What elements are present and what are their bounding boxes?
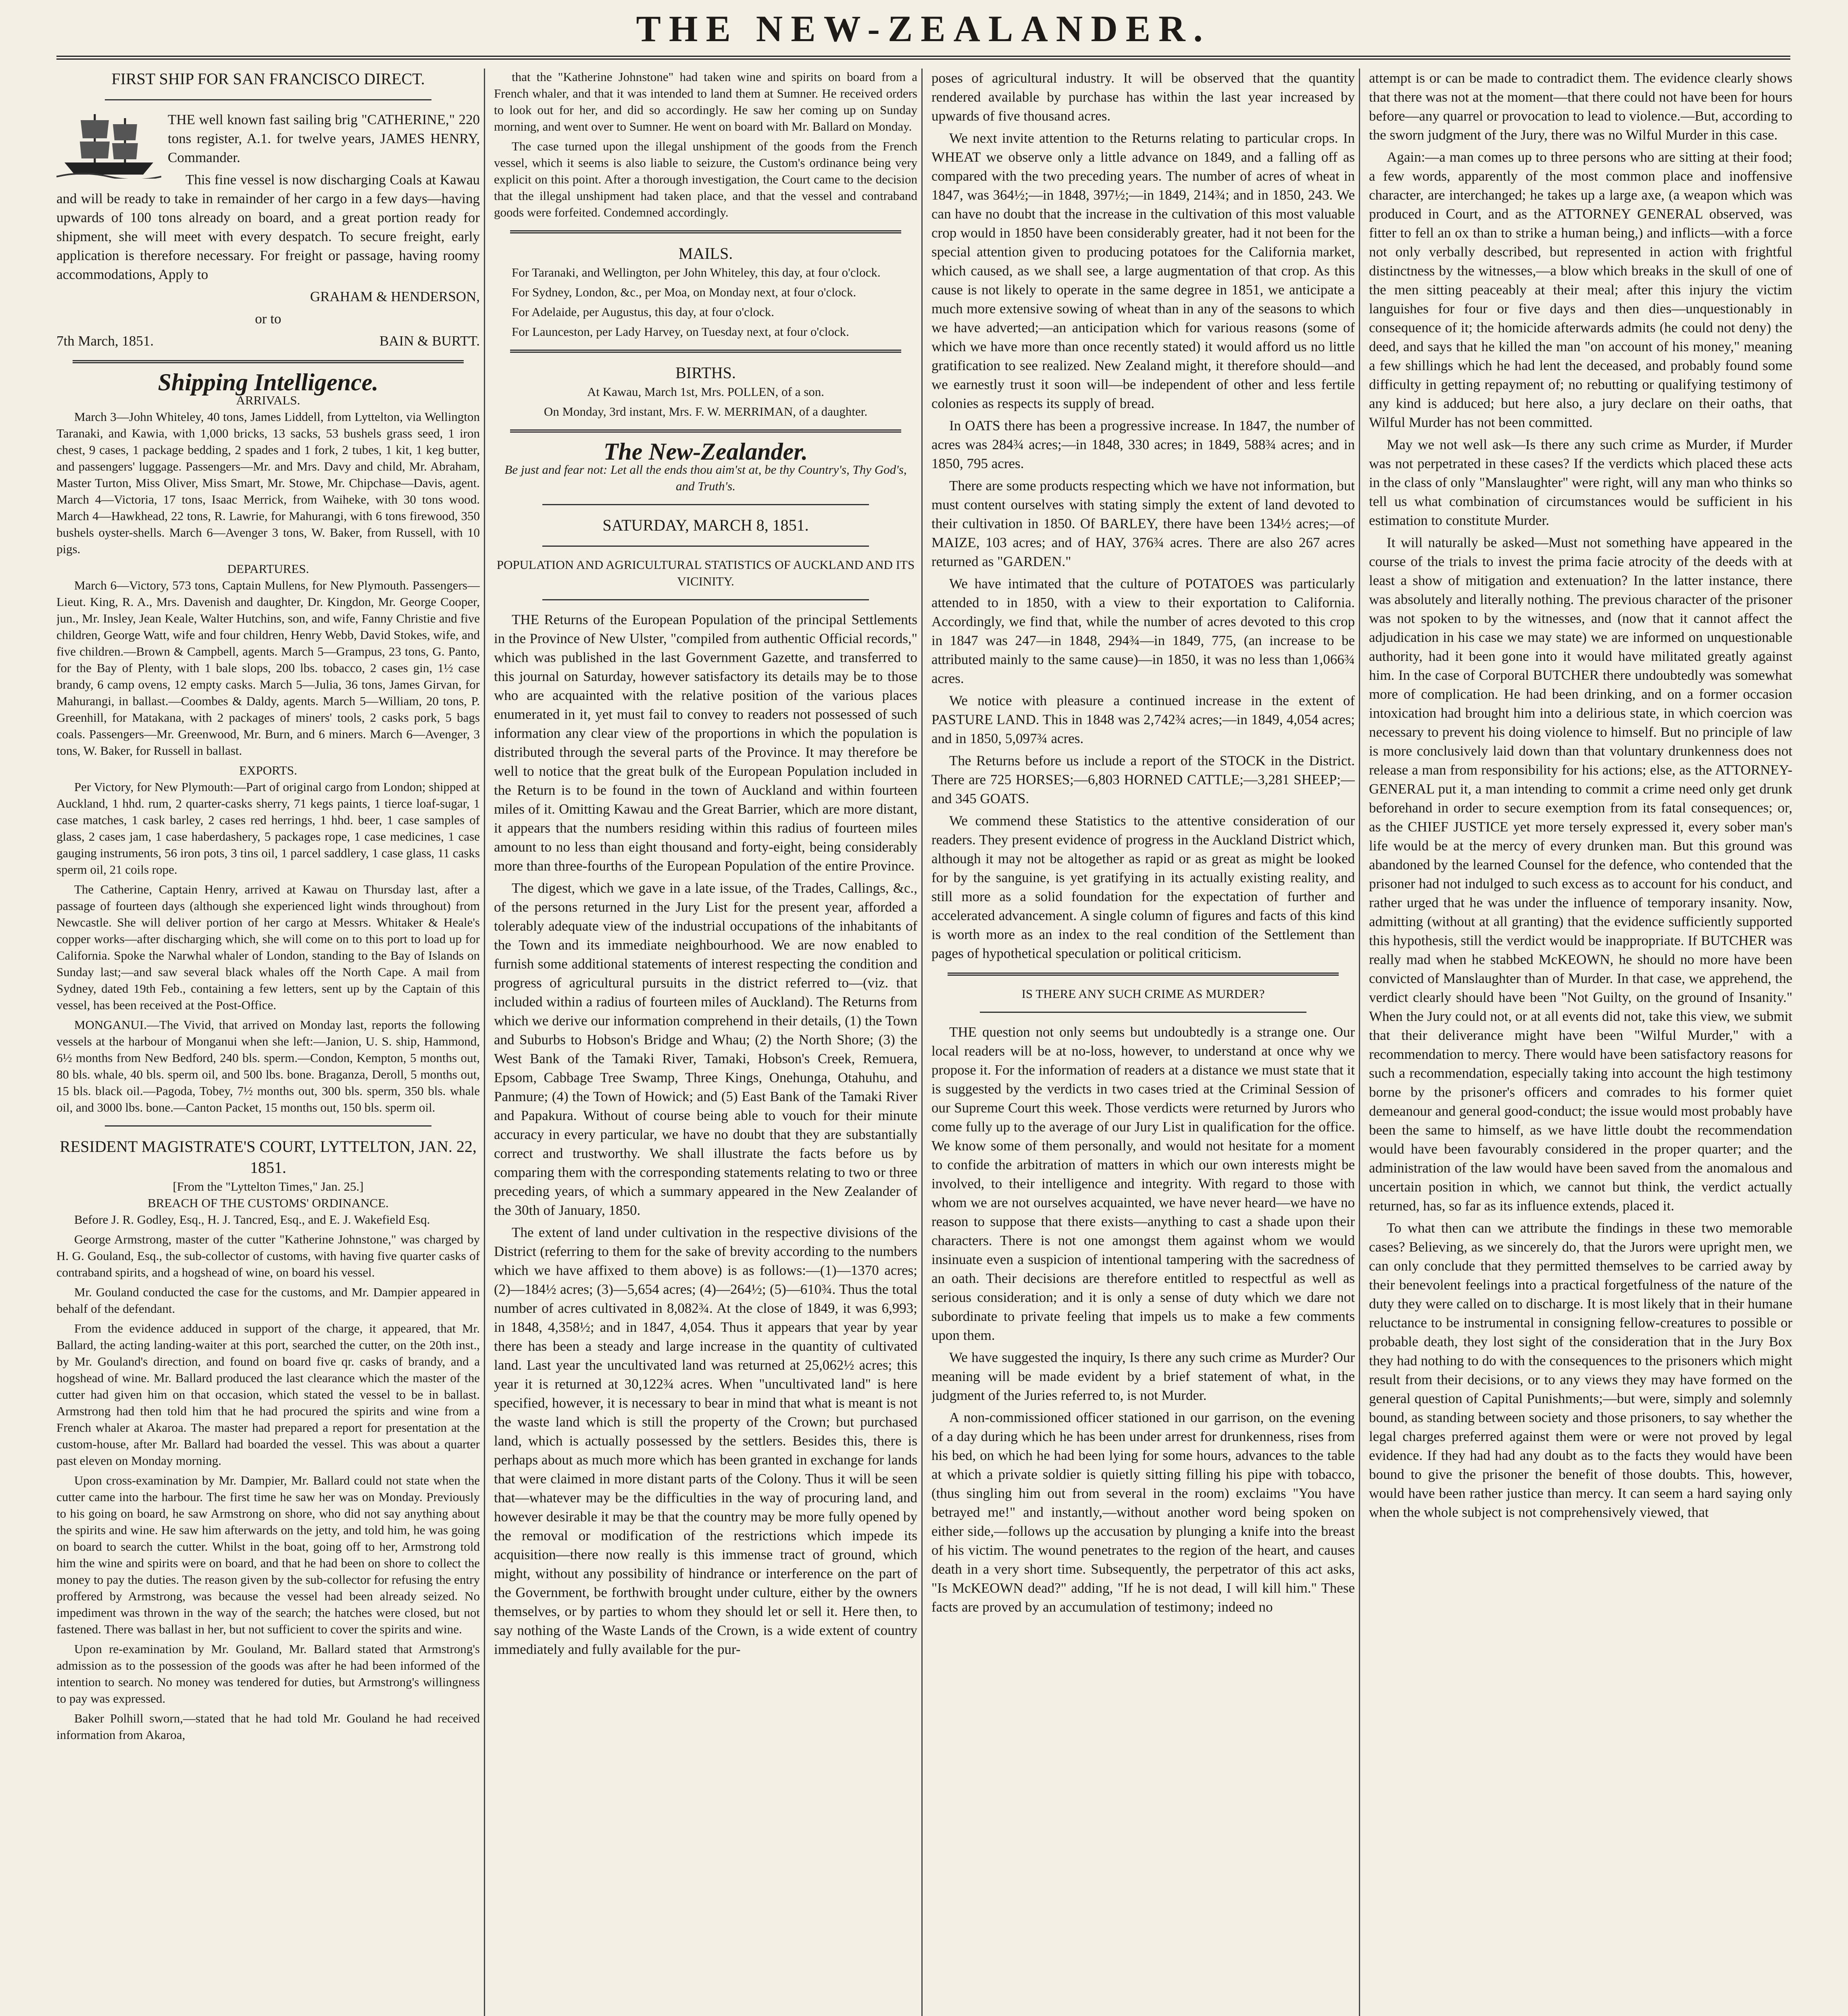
departures-text: March 6—Victory, 573 tons, Captain Mullens, for New Plymouth. Passengers—Lieut. King, R. A., Mrs. Davenish and daughter, Dr. Kingdon, Mr. George Cooper, jun., Mr. Insley, Jean Keale, Walter Hutchins, son, and wife, Fanny Christie and five children, George Watt, wife and four children, Henry Webb, David Stokes, wife, and five children.—Brown & Campbell, agents. March 5—Grampus, 23 tons, G. Panto, for the Bay of Plenty, with 1 bale slops, 200 lbs. tobacco, 2 cases gin, 1½ case brandy, 6 camp ovens, 12 empty casks. March 5—Julia, 36 tons, James Girvan, for Mahurangi, in ballast.—Coombes & Daldy, agents. March 5—William, 20 tons, P. Greenhill, for Matakana, with 2 packages of miners' tools, 2 casks pork, 5 bags coals. Passengers—Mr. Greenwood, Mr. Burn, and 6 miners. March 6—Avenger, 3 tons, W. Baker, for Russell in ballast.: [56, 578, 480, 758]
arrivals-text: March 3—John Whiteley, 40 tons, James Liddell, from Lyttelton, via Wellington Taranaki, and Kawia, with 1,000 bricks, 13 sacks, 53 bushels grass seed, 1 iron chest, 9 cases, 1 package bedding, 2 spades and 1 fork, 2 tubes, 1 kit, 1 keg butter, and passengers' luggage. Passengers—Mr. and Mrs. Davy and child, Mr. Abraham, Master Turton, Miss Oliver, Miss Smart, Mr. Stowe, Mr. Chipchase—Davis, agent. March 4—Victoria, 17 tons, Isaac Merrick, from Waiheke, with 30 tons wood. March 4—Hawkhead, 22 tons, R. Lawrie, for Mahurangi, with 6 tons firewood, 350 bushels oyster-shells. March 6—Avenger 3 tons, W. Baker, from Russell, with 10 pigs.: [56, 410, 480, 556]
mail-item: For Launceston, per Lady Harvey, on Tuesday next, at four o'clock.: [512, 325, 849, 339]
divider: [510, 429, 901, 433]
article-paragraph: We next invite attention to the Returns relating to particular crops. In WHEAT we observe only a little advance on 1849, and a falling off as compared with the two preceding years. The number of acres of wheat in 1847, was 364½;—in 1848, 397½;—in 1849, 214¾; and in 1850, 243. We can have no doubt that the increase in the cultivation of this most valuable crop would in 1850 have been considerably greater, had it not been for the special attention given to producing potatoes for the California market, which caused, as we shall see, a large augmentation of that crop. As this cause is not likely to operate in the same degree in 1851, we anticipate a much more extensive sowing of wheat than in any of the seasons to which we have adverted;—an anticipation which for various reasons (some of which we have more than once recently stated) it would afford us no little gratification to see realized. New Zealand might, it therefore should—and we earnestly trust it soon will—be independent of other and less fertile colonies as respects its supply of bread.: [931, 130, 1355, 411]
mail-item: For Adelaide, per Augustus, this day, at four o'clock.: [512, 305, 775, 319]
court-bench: Before J. R. Godley, Esq., H. J. Tancred, Esq., and E. J. Wakefield Esq.: [74, 1212, 430, 1227]
divider: [542, 599, 869, 600]
birth-item: At Kawau, March 1st, Mrs. POLLEN, of a son.: [587, 385, 825, 399]
exports-text: Per Victory, for New Plymouth:—Part of original cargo from London; shipped at Auckland, 1 hhd. rum, 2 quarter-casks sherry, 71 kegs paints, 1 tierce loaf-sugar, 1 case matches, 1 cask barley, 2 cases red herrings, 1 hhd. beer, 1 case samples of glass, 2 cases jam, 1 case haberdashery, 5 packages rope, 1 case medicines, 1 case gauging instruments, 56 iron pots, 3 tins oil, 1 parcel saddlery, 1 case glass, 11 casks sperm oil, 21 coils rope.: [56, 780, 480, 877]
mail-item: For Taranaki, and Wellington, per John Whiteley, this day, at four o'clock.: [512, 265, 881, 279]
column-2: [494, 69, 917, 2016]
column-4: [1369, 69, 1792, 2016]
monganui-news: MONGANUI.—The Vivid, that arrived on Monday last, reports the following vessels at the harbour of Monganui when she left:—Janion, U. S. ship, Hammond, 6½ months from New Bedford, 240 bls. sperm.—Condon, Kempton, 5 months out, 80 bls. whale, 40 bls. sperm oil, and 500 lbs. bone. Braganza, Deroll, 5 months out, 15 bls. black oil.—Pagoda, Tobey, 7½ months out, 300 bls. sperm, 350 bls. whale oil, and 3000 lbs. bone.—Canton Packet, 15 months out, 150 bls. sperm oil.: [56, 1018, 480, 1114]
court-paragraph: Mr. Gouland conducted the case for the customs, and Mr. Dampier appeared in behalf of the defendant.: [56, 1285, 480, 1316]
article-paragraph: The extent of land under cultivation in the respective divisions of the District (referring to them for the sake of brevity according to the numbers which we have affixed to them above) is as follows:—(1)—1370 acres; (2)—184½ acres; (3)—5,654 acres; (4)—264½; (5)—610¾. Thus the total number of acres cultivated in 8,082¾. At the close of 1849, it was 6,993; in 1848, 4,358½; and in 1847, 4,054. Thus it appears that year by year there has been a steady and large increase in the quantity of cultivated land. Last year the uncultivated land was returned at 25,062½ acres; this year it is returned at 30,122¾ acres. When "uncultivated land" is here specified, however, it is necessary to bear in mind that what is meant is not the waste land which is still the property of the Crown; but purchased land, which is actually possessed by the settlers. Besides this, there is perhaps about as much more which has been granted in exchange for lands that were claimed in more distant parts of the Colony. Thus it will be seen that—whatever may be the difficulties in the way of procuring land, and however desirable it may be that the country may be more fully opened by the removal or modification of the restrictions which impede its acquisition—there now really is this immense tract of ground, which might, without any possibility of hindrance or interference on the part of the Government, be forthwith brought under culture, either by the owners themselves, or by parties to whom they should let or sell it. Here then, to say nothing of the Waste Lands of the Crown, is a wide extent of country immediately and fully available for the pur-: [494, 1225, 917, 1657]
column-1: [56, 69, 480, 2016]
court-paragraph: Upon cross-examination by Mr. Dampier, Mr. Ballard could not state when the cutter came into the harbour. The first time he saw her was on Monday. Previously to his going on board, he saw Armstrong on shore, who did not say anything about the spirits and wine. He saw him afterwards on the jetty, and told him, he was going on board to search the cutter. Whilst in the boat, going off to her, Armstrong told him the wine and spirits were on board, and that he had been on shore to collect the money to pay the duties. The reason given by the sub-collector for refusing the entry proffered by Armstrong, was because the vessel had been already seized. No impediment was thrown in the way of the search; the hatches were closed, but not fastened. There was ballast in her, but not sufficient to cover the spirits and wine.: [56, 1473, 480, 1636]
murder-paragraph: May we not well ask—Is there any such crime as Murder, if Murder was not perpetrated in these cases? If the verdicts which placed these acts in the class of only "Manslaughter" were right, will any man who thinks so tell us what combination of circumstances would be sufficient in his estimation to constitute Murder.: [1369, 437, 1792, 528]
divider: [948, 973, 1339, 976]
arrivals-heading: ARRIVALS.: [236, 393, 300, 407]
court-paragraph: that the "Katherine Johnstone" had taken wine and spirits on board from a French whaler, and that it was intended to land them at Sumner. He received orders to look out for her, and did so accordingly. He saw her coming up on Sunday morning, and went over to Sumner. He went on board with Mr. Ballard on Monday.: [494, 70, 917, 133]
divider: [510, 230, 901, 233]
birth-item: On Monday, 3rd instant, Mrs. F. W. MERRIMAN, of a daughter.: [544, 404, 868, 419]
births-heading: BIRTHS.: [675, 364, 736, 382]
article-paragraph: We notice with pleasure a continued increase in the extent of PASTURE LAND. This in 1848 was 2,742¾ acres;—in 1849, 4,054 acres; and in 1850, 5,097¾ acres.: [931, 693, 1355, 746]
column-divider: [484, 69, 485, 2016]
murder-paragraph: Again:—a man comes up to three persons who are sitting at their food; a few words, apparently of the most common place and inoffensive character, are interchanged; he takes up a large axe, (a weapon which was produced in Court, and as the ATTORNEY GENERAL observed, was fitter to fell an ox than to strike a human being,) and inflicts—with a force not only verbally described, but represented in action with frightful distinctness by the witnesses,—a blow which breaks in the skull of one of the men sitting peaceably at their meal; after this injury the victim languishes for four or five days and then dies—unquestionably in consequence of it; the homicide afterwards admits (he could not deny) the deed, and says that he killed the man "on account of his money," meaning a few shillings which he had lent the deceased, and probably found some difficulty in getting repayment of; no rebutting or qualifying testimony of any kind is adduced; but here also, a jury declare on their oaths, that Wilful Murder has not been committed.: [1369, 149, 1792, 430]
ship-ad-title: FIRST SHIP FOR SAN FRANCISCO DIRECT.: [111, 70, 425, 88]
article-paragraph: poses of agricultural industry. It will be observed that the quantity rendered available by purchase has within the last year increased by upwards of five thousand acres.: [931, 70, 1355, 124]
mail-item: For Sydney, London, &c., per Moa, on Monday next, at four o'clock.: [512, 285, 856, 299]
murder-paragraph: To what then can we attribute the findings in these two memorable cases? Believing, as we sincerely do, that the Jurors were upright men, we can only conclude that they permitted themselves to be carried away by their benevolent feelings into a practical forgetfulness of the nature of the duty they were called on to discharge. It is most likely that in their humane reluctance to be instrumental in consigning fellow-creatures to possible or probable death, they lost sight of the consideration that in the Jury Box they had nothing to do with the consequences to the prisoners which might result from their decisions, or to any views they may have formed on the general question of Capital Punishments;—but were, simply and solemnly bound, as standing between society and those prisoners, to say whether the legal charges preferred against them were or were not proved by legal evidence. If they had had any doubt as to the facts they would have been bound to give the prisoner the benefit of those doubts. This, however, would have been rather justice than mercy. It can seem a hard saying only when the whole subject is not comprehensively viewed, that: [1369, 1220, 1792, 1520]
column-3: [931, 69, 1355, 2016]
paper-title: The New-Zealander.: [603, 438, 808, 465]
motto: Be just and fear not: Let all the ends thou aim'st at, be thy Country's, Thy God's, and Truth's.: [504, 462, 907, 493]
court-source: [From the "Lyttelton Times," Jan. 25.]: [173, 1179, 364, 1193]
article-title: POPULATION AND AGRICULTURAL STATISTICS OF AUCKLAND AND ITS VICINITY.: [496, 558, 915, 588]
column-divider: [1359, 69, 1360, 2016]
murder-paragraph: THE question not only seems but undoubtedly is a strange one. Our local readers will be at no-loss, however, to understand at once why we propose it. For the information of readers at a distance we must state that it is suggested by the verdicts in two cases tried at the Criminal Session of our Supreme Court this week. Those verdicts were returned by Jurors who come fully up to the average of our Jury List in qualification for the office. We know some of them personally, and would not hesitate for a moment to confide the arbitration of matters in which our own interests might be involved, to their intelligence and integrity. With regard to those with whom we are not ourselves acquainted, we have never heard—we have no reason to suppose that there exists—anything to cast a shade upon their characters. There is not one amongst them against whom we would insinuate even a suspicion of intentional tampering with the sacredness of an oath. Their decisions are therefore entitled to respectful as well as serious consideration; and it is only a sense of duty which we dare not subordinate to private feeling that impels us to make a few comments upon them.: [931, 1024, 1355, 1343]
court-title: RESIDENT MAGISTRATE'S COURT, LYTTELTON, JAN. 22, 1851.: [60, 1137, 477, 1177]
mails-heading: MAILS.: [678, 244, 733, 262]
ship-ad-body: This fine vessel is now discharging Coals at Kawau and will be ready to take in remainder of her cargo in a few days—having upwards of 100 tons already on board, and a great portion ready for shipment, she will meet with every despatch. To secure freight, early application is therefore necessary. For freight or passage, having roomy accommodations, Apply to: [56, 172, 480, 282]
divider: [980, 1012, 1306, 1013]
ship-ad-lead: THE well known fast sailing brig "CATHERINE," 220 tons register, A.1. for twelve years, JAMES HENRY, Commander.: [168, 112, 480, 165]
divider: [105, 1125, 431, 1127]
murder-article-title: IS THERE ANY SUCH CRIME AS MURDER?: [1021, 987, 1265, 1001]
ship-ad-or: or to: [255, 311, 281, 327]
article-paragraph: The Returns before us include a report of the STOCK in the District. There are 725 HORSES;—6,803 HORNED CATTLE;—3,281 SHEEP;—and 345 GOATS.: [931, 753, 1355, 806]
divider: [542, 546, 869, 547]
divider: [105, 99, 431, 100]
article-paragraph: We commend these Statistics to the attentive consideration of our readers. They present evidence of progress in the Auckland District which, although it may not be altogether as rapid or as great as might be looked for by the sanguine, is yet gratifying in its actually existing reality, and still more as a solid foundation for the expectation of further and accelerated advancement. A single column of figures and facts of this kind is worth more as an index to the real condition of the Settlement than pages of hypothetical speculation or political criticism.: [931, 813, 1355, 961]
ship-ad-agent: GRAHAM & HENDERSON,: [310, 289, 480, 304]
divider: [73, 360, 464, 363]
article-paragraph: In OATS there has been a progressive increase. In 1847, the number of acres was 284¾ acres;—in 1848, 330 acres; in 1849, 588¾ acres; and in 1850, 795 acres.: [931, 418, 1355, 471]
murder-paragraph: It will naturally be asked—Must not something have appeared in the course of the trials to invest the prima facie atrocity of the deeds with at least a show of mitigation and extenuation? In the latter instance, there was absolutely and literally nothing. The previous character of the prisoner was not spoken to by the witnesses, and (now that it cannot affect the adjudication in his case we may state) we are informed on unquestionable authority, had it been gone into it would have militated greatly against him. In the case of Corporal BUTCHER there undoubtedly was somewhat more of complication. He had been drinking, and on a former occasion intoxication had brought him into a delirious state, in which coercion was necessary to prevent his doing violence to himself. But no principle of law is more conclusively laid down than that voluntary drunkenness does not release a man from responsibility for his actions; else, as the ATTORNEY-GENERAL put it, a man intending to commit a crime need only get drunk beforehand in order to secure exemption from its fatal consequences; or, as the CHIEF JUSTICE yet more tersely expressed it, every sober man's life would be at the mercy of every drunken man. But this ground was abandoned by the learned Counsel for the defence, who contended that the prisoner had not indulged to such excess as to account for his conduct, and rather urged that he was under the influence of temporary insanity. Now, admitting (without at all granting) that the evidence sufficiently supported this hypothesis, still the verdict would be inappropriate. If BUTCHER was really mad when he stabbed McKEOWN, he should no more have been convicted of Manslaughter than of Murder. In that case, we apprehend, the verdict clearly should have been "Not Guilty, on the ground of Insanity." When the Jury could not, or at all events did not, take this view, we submit that their deliverance might have been "Wilful Murder," with a recommendation to mercy. There would have been satisfactory reasons for such a recommendation, especially taking into account the high testimony borne by the prisoner's officers and comrades to his former quiet demeanour and general good-conduct; the issue would most probably have been the same to himself, as we have little doubt the recommendation would have been favourably considered in the proper quarter; and the administration of the law would have been saved from the anomalous and uncertain position in which, we cannot but think, the verdict actually returned, has, so far as its influence extends, placed it.: [1369, 535, 1792, 1214]
ship-ad-date: 7th March, 1851.: [56, 333, 154, 349]
shipping-news: The Catherine, Captain Henry, arrived at Kawau on Thursday last, after a passage of fourteen days (although she experienced light winds throughout) from Newcastle. She will deliver portion of her cargo at Messrs. Whitaker & Heale's copper works—after discharging which, she will come on to this port to load up for California. Spoke the Narwhal whaler of London, standing to the Bay of Islands on Sunday last;—and saw several black whales off the North Cape. A mail from Sydney, dated 19th Feb., containing a few letters, sent up by the Captain of this vessel, has been received at the Post-Office.: [56, 882, 480, 1012]
court-paragraph: From the evidence adduced in support of the charge, it appeared, that Mr. Ballard, the acting landing-waiter at this port, searched the cutter, on the 20th inst., by Mr. Gouland's direction, and found on board five qr. casks of brandy, and a hogshead of wine. Mr. Ballard produced the last clearance which the master of the cutter had given him on that occasion, which stated the vessel to be in ballast. Armstrong had then told him that he had procured the spirits and wine from a French whaler at Akaroa. The master had prepared a report for presentation at the custom-house, after Mr. Ballard had boarded the vessel. This was about a quarter past eleven on Monday morning.: [56, 1321, 480, 1468]
article-paragraph: There are some products respecting which we have not information, but must content ourselves with stating simply the extent of land devoted to their cultivation in 1850. Of BARLEY, there have been 134½ acres;—of MAIZE, 103 acres; and of HAY, 376¾ acres. There are also 267 acres returned as "GARDEN.": [931, 478, 1355, 569]
column-divider: [921, 69, 923, 2016]
exports-heading: EXPORTS.: [239, 763, 297, 777]
departures-heading: DEPARTURES.: [227, 562, 309, 576]
divider: [542, 504, 869, 505]
masthead: THE NEW-ZEALANDER.: [56, 7, 1790, 60]
murder-paragraph: attempt is or can be made to contradict them. The evidence clearly shows that there was not at the moment—that there could not have been for hours before—any quarrel or provocation to lead to violence.—But, according to the sworn judgment of the Jury, there was no Wilful Murder in this case.: [1369, 70, 1792, 143]
murder-paragraph: A non-commissioned officer stationed in our garrison, on the evening of a day during which he has been under arrest for drunkenness, rises from his bed, on which he had been lying for some hours, advances to the table at which a private soldier is quietly sitting filling his pipe with tobacco, (thus singling him out from several in the room) exclaims "You have betrayed me!" and instantly,—without another word being spoken on either side,—follows up the accusation by plunging a knife into the breast of his victim. The wound penetrates to the region of the heart, and causes death in a very short time. Subsequently, the perpetrator of this act asks, "Is McKEOWN dead?" adding, "If he is not dead, I will kill him." These facts are proved by an accumulation of testimony; indeed no: [931, 1410, 1355, 1615]
shipping-intelligence-heading: Shipping Intelligence.: [158, 369, 379, 396]
issue-date: SATURDAY, MARCH 8, 1851.: [602, 516, 809, 534]
article-paragraph: We have intimated that the culture of POTATOES was particularly attended to in 1850, with a view to their exportation to California. Accordingly, we find that, while the number of acres devoted to this crop in 1847 was 247—in 1848, 294¾—in 1849, 775, (an increase to be attributed mainly to the same cause)—in 1850, it was no less than 1,066¾ acres.: [931, 576, 1355, 686]
court-paragraph: The case turned upon the illegal unshipment of the goods from the French vessel, which it seems is also liable to seizure, the Custom's ordinance being very explicit on this point. After a thorough investigation, the Court came to the decision that the illegal unshipment had taken place, and that the vessel and contraband goods were forfeited. Condemned accordingly.: [494, 139, 917, 219]
ship-icon: [56, 110, 161, 179]
divider: [510, 350, 901, 353]
article-paragraph: The digest, which we gave in a late issue, of the Trades, Callings, &c., of the persons returned in the Jury List for the present year, afforded a tolerably adequate view of the industrial occupations of the inhabitants of the Town and its immediate neighbourhood. We are now enabled to furnish some additional statements of interest respecting the condition and progress of agricultural pursuits in the district referred to—(viz. that included within a radius of fourteen miles of Auckland). The Returns from which we derive our information comprehend in their details, (1) the Town and Suburbs to Hobson's Bridge and Whau; (2) the North Shore; (3) the West Bank of the Tamaki River, Tamaki, Hobson's Creek, Remuera, Epsom, Cabbage Tree Swamp, Three Kings, Onehunga, Otahuhu, and Panmure; (4) the Town of Howick; and (5) East Bank of the Tamaki River and Papakura. Without of course being able to vouch for their minute accuracy in every particular, we have no doubt that they are substantially correct and trustworthy. We shall illustrate the facts before us by comparing them with the corresponding statements relating to two or three preceding years, of which a summary appeared in the New Zealander of the 30th of January, 1850.: [494, 880, 917, 1218]
murder-paragraph: We have suggested the inquiry, Is there any such crime as Murder? Our meaning will be made evident by a brief statement of what, in the judgment of the Juries referred to, is not Murder.: [931, 1350, 1355, 1403]
court-paragraph: George Armstrong, master of the cutter "Katherine Johnstone," was charged by H. G. Gouland, Esq., the sub-collector of customs, with having five quarter casks of contraband spirits, and a hogshead of wine, on board his vessel.: [56, 1232, 480, 1279]
court-paragraph: Baker Polhill sworn,—stated that he had told Mr. Gouland he had received information from Akaroa,: [56, 1711, 480, 1742]
ship-ad-agent-2: BAIN & BURTT.: [379, 333, 480, 349]
court-case: BREACH OF THE CUSTOMS' ORDINANCE.: [148, 1196, 389, 1210]
article-paragraph: THE Returns of the European Population of the principal Settlements in the Province of New Ulster, "compiled from authentic Official records," which was published in the last Government Gazette, and transferred to this journal on Saturday, however satisfactory its details may be to those who are acquainted with the relative position of the various places enumerated in it, yet must fail to convey to readers not possessed of such information any clear view of the proportions in which the population is distributed through the several parts of the Province. It may therefore be well to notice that the great bulk of the European Population included in the Return is to be found in the town of Auckland and within fourteen miles of it. Omitting Kawau and the Great Barrier, which are more distant, it appears that the numbers residing within this radius of fourteen miles amount to no less than eight thousand and forty-eight, being considerably more than three-fourths of the European Population of the entire Province.: [494, 612, 917, 874]
court-paragraph: Upon re-examination by Mr. Gouland, Mr. Ballard stated that Armstrong's admission as to the possession of the goods was after he had been informed of the intention to search. No money was tendered for duties, but Armstrong's willingness to pay was expressed.: [56, 1642, 480, 1706]
